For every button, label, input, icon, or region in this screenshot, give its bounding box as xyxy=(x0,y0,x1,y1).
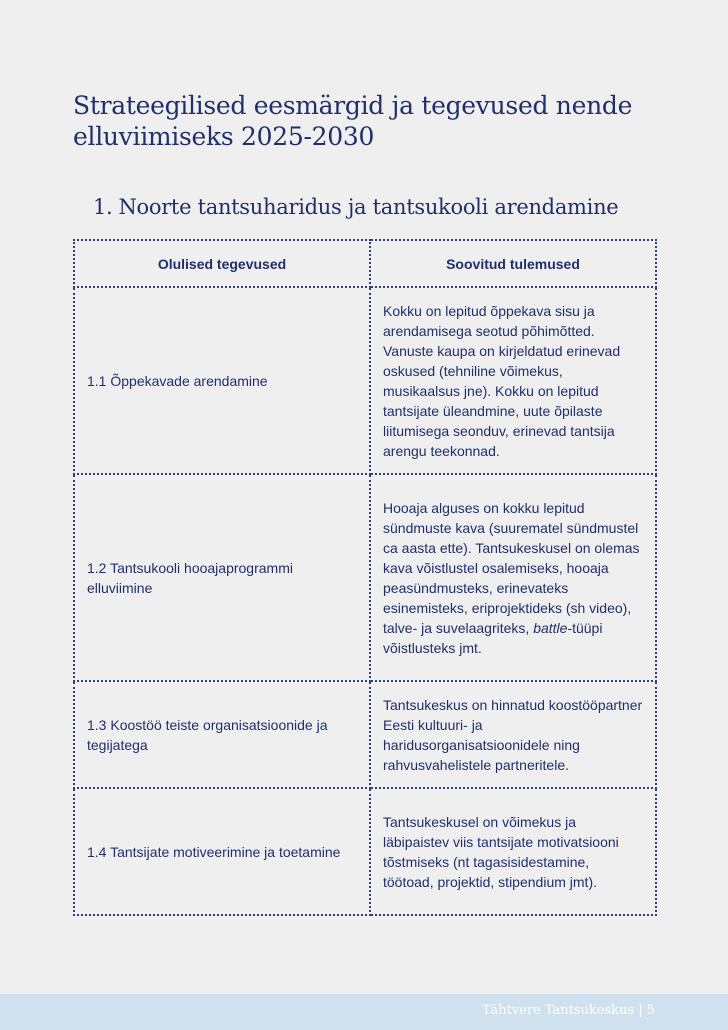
activity-cell: 1.1 Õppekavade arendamine xyxy=(74,287,370,474)
section-heading xyxy=(93,193,618,221)
activity-cell: 1.4 Tantsijate motiveerimine ja toetamine xyxy=(74,788,370,915)
table-header-row xyxy=(74,240,656,287)
column-header-results: Soovitud tulemused xyxy=(370,240,656,287)
page-title: Strateegilised eesmärgid ja tegevused nende elluviimiseks 2025-2030 xyxy=(73,91,633,151)
result-cell: Tantsukeskusel on võimekus ja läbipaistev viis tantsijate motivatsiooni tõstmiseks (nt tagasisidestamine, töötoad, projektid, stipendium jmt). xyxy=(370,788,656,915)
footer-band xyxy=(0,994,728,1030)
table-row xyxy=(74,287,656,474)
section-number: 1. xyxy=(93,195,113,219)
result-italic-term: battle xyxy=(533,619,568,636)
result-text: -tüüpi võistlusteks jmt. xyxy=(383,619,603,656)
activity-cell: 1.3 Koostöö teiste organisatsioonide ja tegijatega xyxy=(74,681,370,788)
result-cell: Kokku on lepitud õppekava sisu ja arendamisega seotud põhimõtted. Vanuste kaupa on kirjeldatud erinevad oskused (tehniline võimekus, musikaalsus jne). Kokku on lepitud tantsijate üleandmine, uute õpilaste liitumisega seonduv, erinevad tantsija arengu teekonnad. xyxy=(370,287,656,474)
table-row xyxy=(74,681,656,788)
section-title: Noorte tantsuharidus ja tantsukooli arendamine xyxy=(118,195,619,219)
footer-page-label: Tähtvere Tantsukeskus | 5 xyxy=(482,1003,655,1018)
result-text: Hooaja alguses on kokku lepitud sündmuste kava (suurematel sündmustel ca aasta ette). Tantsukeskusel on olemas kava võistlustel osalemiseks, hooaja peasündmusteks, erinevateks esinemisteks, eriprojektideks (sh video), talve- ja suvelaagriteks, xyxy=(383,499,640,636)
activity-cell: 1.2 Tantsukooli hooajaprogrammi elluviimine xyxy=(74,474,370,681)
column-header-activities: Olulised tegevused xyxy=(74,240,370,287)
result-cell: Tantsukeskus on hinnatud koostööpartner Eesti kultuuri- ja haridusorganisatsioonidele ning rahvusvahelistele partneritele. xyxy=(370,681,656,788)
result-cell xyxy=(370,474,656,681)
table-row xyxy=(74,474,656,681)
table-row xyxy=(74,788,656,915)
activities-table xyxy=(73,239,657,916)
